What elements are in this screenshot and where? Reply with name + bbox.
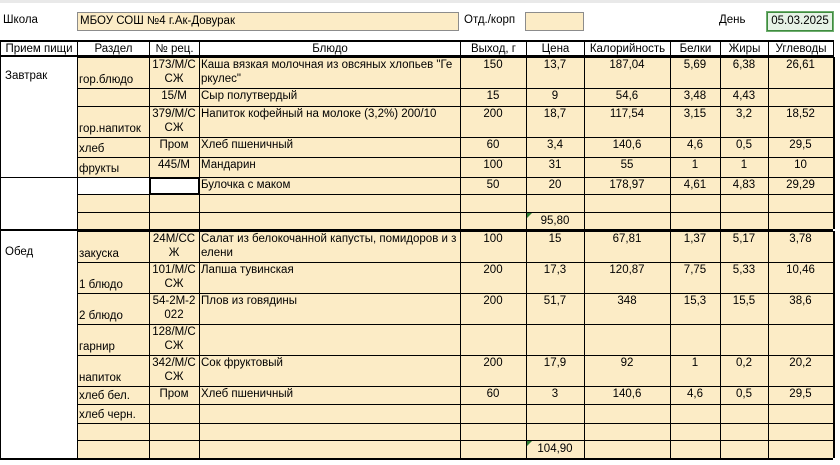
- day-label: День: [719, 14, 746, 26]
- grid-vline: [526, 231, 527, 458]
- protein-cell[interactable]: 15,3: [683, 295, 707, 307]
- kcal-cell[interactable]: 117,54: [609, 108, 645, 120]
- yield-cell[interactable]: [460, 324, 526, 355]
- cell-bg: [584, 423, 670, 440]
- section-cell[interactable]: хлеб черн.: [79, 409, 136, 421]
- carbs-cell[interactable]: [768, 404, 833, 423]
- kcal-cell[interactable]: 92: [620, 357, 634, 369]
- protein-cell[interactable]: 7,75: [683, 264, 707, 276]
- dish-cell[interactable]: [199, 404, 460, 423]
- price-cell[interactable]: [526, 324, 584, 355]
- column-header[interactable]: Белки: [670, 40, 721, 57]
- cell-bg: [149, 440, 199, 458]
- recipe-cell[interactable]: 15/М: [161, 90, 187, 102]
- kcal-cell[interactable]: 140,6: [612, 139, 642, 151]
- fat-cell[interactable]: 3,2: [736, 108, 752, 120]
- price-cell[interactable]: 17,9: [543, 357, 567, 369]
- grid-vline: [77, 231, 78, 458]
- grid-vline: [460, 57, 461, 229]
- carbs-cell[interactable]: [768, 88, 833, 106]
- kcal-cell[interactable]: 187,04: [609, 59, 645, 71]
- carbs-cell[interactable]: 26,61: [786, 59, 815, 71]
- price-cell[interactable]: 3: [551, 388, 559, 400]
- yield-cell[interactable]: 15: [486, 90, 500, 102]
- dish-cell[interactable]: Лапша тувинская: [201, 264, 294, 276]
- carbs-cell[interactable]: 3,78: [789, 233, 812, 245]
- cell-bg: [77, 423, 149, 440]
- cell-bg: [670, 194, 720, 212]
- price-cell[interactable]: 15: [548, 233, 562, 245]
- yield-cell[interactable]: [460, 404, 526, 423]
- fat-cell[interactable]: 0,5: [736, 139, 752, 151]
- column-header[interactable]: Калорийность: [584, 40, 671, 57]
- carbs-cell[interactable]: 29,29: [786, 179, 815, 191]
- cell-bg: [768, 194, 833, 212]
- carbs-cell[interactable]: 10: [794, 159, 807, 171]
- kcal-cell[interactable]: 140,6: [612, 388, 642, 400]
- dish-cell[interactable]: Сок фруктовый: [201, 357, 283, 369]
- cell-bg: [768, 212, 833, 229]
- section-cell[interactable]: фрукты: [79, 163, 120, 175]
- cell-bg: [460, 194, 526, 212]
- grid-vline: [149, 57, 150, 229]
- fat-cell[interactable]: [720, 404, 768, 423]
- grid-vline: [670, 57, 671, 229]
- cell-bg: [670, 212, 720, 229]
- yield-cell[interactable]: 50: [486, 179, 500, 191]
- protein-cell[interactable]: [670, 404, 720, 423]
- grid-vline: [833, 57, 835, 229]
- yield-cell[interactable]: 100: [483, 233, 503, 245]
- day-field[interactable]: 05.03.2025: [767, 12, 833, 31]
- yield-cell[interactable]: 200: [483, 295, 503, 307]
- price-cell[interactable]: 17,3: [543, 264, 567, 276]
- kcal-cell[interactable]: 120,87: [609, 264, 645, 276]
- protein-cell[interactable]: 3,15: [683, 108, 707, 120]
- dish-cell[interactable]: Плов из говядины: [201, 295, 297, 307]
- grid-hline: [0, 458, 833, 460]
- grid-vline: [199, 57, 200, 229]
- recipe-cell[interactable]: 101/М/ССЖ: [152, 264, 196, 290]
- column-header[interactable]: Раздел: [77, 40, 150, 57]
- column-header[interactable]: Выход, г: [460, 40, 527, 57]
- recipe-blank: [150, 178, 199, 194]
- grid-vline: [460, 231, 461, 458]
- column-header[interactable]: Блюдо: [199, 40, 461, 57]
- grid-vline: [833, 231, 835, 458]
- yield-cell[interactable]: 200: [483, 357, 503, 369]
- fat-cell[interactable]: 4,83: [732, 179, 756, 191]
- section-cell[interactable]: 2 блюдо: [79, 310, 123, 322]
- cell-bg: [460, 423, 526, 440]
- kcal-cell[interactable]: 348: [617, 295, 637, 307]
- cell-bg: [77, 194, 149, 212]
- dish-cell[interactable]: Хлеб пшеничный: [201, 139, 294, 151]
- cell-bg: [77, 212, 149, 229]
- cell-bg: [149, 212, 199, 229]
- kcal-cell[interactable]: [584, 324, 670, 355]
- carbs-cell[interactable]: [768, 324, 833, 355]
- fat-cell[interactable]: [720, 324, 768, 355]
- column-header[interactable]: Углеводы: [768, 40, 834, 57]
- cell-bg: [768, 423, 833, 440]
- recipe-cell[interactable]: 128/М/ССЖ: [152, 326, 196, 352]
- grid-vline: [720, 57, 721, 229]
- yield-cell[interactable]: 200: [483, 264, 503, 276]
- grid-vline: [149, 231, 150, 458]
- price-cell[interactable]: 20: [548, 179, 562, 191]
- section-cell[interactable]: гор.напиток: [79, 123, 141, 135]
- grid-hline: [0, 229, 833, 231]
- grid-hline: [0, 177, 833, 178]
- protein-cell[interactable]: 5,69: [683, 59, 707, 71]
- recipe-cell[interactable]: 54-2М-2022: [152, 295, 196, 321]
- dish-cell[interactable]: [199, 324, 460, 355]
- yield-cell[interactable]: 60: [486, 388, 500, 400]
- cell-bg: [720, 423, 768, 440]
- dish-cell[interactable]: Булочка с маком: [201, 179, 291, 191]
- price-cell[interactable]: 9: [551, 90, 559, 102]
- kcal-cell[interactable]: 55: [620, 159, 634, 171]
- meal-label: Завтрак: [5, 70, 48, 82]
- carbs-cell[interactable]: 29,5: [789, 139, 812, 151]
- carbs-cell[interactable]: 20,2: [789, 357, 812, 369]
- protein-cell[interactable]: [670, 324, 720, 355]
- grid-vline: [526, 57, 527, 229]
- price-cell[interactable]: 51,7: [543, 295, 567, 307]
- section-cell[interactable]: гарнир: [79, 341, 115, 353]
- yield-cell[interactable]: 150: [483, 59, 503, 71]
- grid-vline: [768, 231, 769, 458]
- top-strip: [0, 0, 840, 3]
- fat-cell[interactable]: 15,5: [732, 295, 756, 307]
- total-price: 104,90: [537, 443, 573, 455]
- recipe-cell[interactable]: Пром: [159, 139, 189, 151]
- grid-vline: [584, 57, 585, 229]
- dept-field[interactable]: [525, 12, 584, 31]
- error-indicator-icon: [527, 213, 532, 218]
- fat-cell[interactable]: 5,33: [732, 264, 756, 276]
- protein-cell[interactable]: 4,61: [683, 179, 707, 191]
- carbs-cell[interactable]: 29,5: [789, 388, 812, 400]
- column-header[interactable]: Цена: [526, 40, 585, 57]
- price-cell[interactable]: 13,7: [543, 59, 567, 71]
- carbs-cell[interactable]: 38,6: [789, 295, 812, 307]
- recipe-cell[interactable]: [149, 404, 199, 423]
- column-header[interactable]: Прием пищи: [0, 40, 78, 57]
- kcal-cell[interactable]: [584, 404, 670, 423]
- grid-vline: [720, 231, 721, 458]
- section-cell[interactable]: [77, 88, 149, 106]
- dish-cell[interactable]: Салат из белокочанной капусты, помидоров и зелени: [201, 233, 457, 259]
- cell-bg: [526, 423, 584, 440]
- grid-vline: [77, 57, 78, 229]
- protein-cell[interactable]: 4,6: [687, 388, 703, 400]
- cell-bg: [77, 440, 149, 458]
- cell-bg: [584, 194, 670, 212]
- recipe-cell[interactable]: 173/М/ССЖ: [152, 59, 196, 85]
- section-cell[interactable]: хлеб: [79, 143, 105, 155]
- cell-bg: [584, 440, 670, 458]
- protein-cell[interactable]: 1: [691, 357, 699, 369]
- total-price: 95,80: [540, 215, 570, 227]
- kcal-cell[interactable]: 178,97: [609, 179, 645, 191]
- cell-bg: [460, 440, 526, 458]
- grid-vline: [0, 57, 1, 229]
- dish-cell[interactable]: Мандарин: [201, 159, 256, 171]
- cell-bg: [584, 212, 670, 229]
- price-cell[interactable]: 3,4: [547, 139, 563, 151]
- section-cell[interactable]: 1 блюдо: [79, 279, 123, 291]
- carbs-cell[interactable]: 10,46: [786, 264, 815, 276]
- cell-bg: [460, 212, 526, 229]
- recipe-cell[interactable]: 379/М/ССЖ: [152, 108, 196, 134]
- grid-vline: [199, 231, 200, 458]
- dept-label: Отд./корп: [464, 14, 516, 26]
- dish-cell[interactable]: Каша вязкая молочная из овсяных хлопьев "Геркулес": [201, 59, 453, 85]
- yield-cell[interactable]: 60: [486, 139, 500, 151]
- cell-bg: [149, 194, 199, 212]
- recipe-cell[interactable]: Пром: [159, 388, 189, 400]
- fat-cell[interactable]: 0,2: [736, 357, 752, 369]
- fat-cell[interactable]: 6,38: [732, 59, 756, 71]
- fat-cell[interactable]: 1: [740, 159, 748, 171]
- cell-bg: [720, 212, 768, 229]
- dish-cell[interactable]: Хлеб пшеничный: [201, 388, 294, 400]
- grid-vline: [584, 231, 585, 458]
- cell-bg: [199, 440, 460, 458]
- cell-bg: [149, 423, 199, 440]
- protein-cell[interactable]: 1: [691, 159, 699, 171]
- error-indicator-icon: [527, 441, 532, 446]
- price-cell[interactable]: [526, 404, 584, 423]
- cell-bg: [670, 440, 720, 458]
- section-blank: [78, 178, 149, 194]
- column-header[interactable]: № рец.: [149, 40, 200, 57]
- cell-bg: [720, 194, 768, 212]
- recipe-cell[interactable]: 445/М: [158, 159, 190, 171]
- price-cell[interactable]: 31: [548, 159, 562, 171]
- recipe-cell[interactable]: 342/М/ССЖ: [152, 357, 196, 383]
- cell-bg: [199, 212, 460, 229]
- cell-bg: [720, 440, 768, 458]
- column-header[interactable]: Жиры: [720, 40, 769, 57]
- protein-cell[interactable]: 4,6: [687, 139, 703, 151]
- dish-cell[interactable]: Сыр полутвердый: [201, 90, 298, 102]
- school-label: Школа: [3, 14, 38, 26]
- fat-cell[interactable]: 5,17: [732, 233, 756, 245]
- fat-cell[interactable]: 4,43: [732, 90, 756, 102]
- protein-cell[interactable]: 3,48: [683, 90, 707, 102]
- cell-bg: [199, 423, 460, 440]
- kcal-cell[interactable]: 67,81: [612, 233, 642, 245]
- price-cell[interactable]: 18,7: [543, 108, 567, 120]
- protein-cell[interactable]: 1,37: [683, 233, 707, 245]
- cell-bg: [526, 194, 584, 212]
- carbs-cell[interactable]: 18,52: [786, 108, 815, 120]
- cell-bg: [768, 440, 833, 458]
- dish-cell[interactable]: Напиток кофейный на молоке (3,2%) 200/10: [201, 108, 437, 120]
- grid-vline: [768, 57, 769, 229]
- yield-cell[interactable]: 200: [483, 108, 503, 120]
- section-cell[interactable]: хлеб бел.: [79, 390, 130, 402]
- yield-cell[interactable]: 100: [483, 159, 503, 171]
- cell-bg: [199, 194, 460, 212]
- section-cell[interactable]: закуска: [79, 248, 119, 260]
- section-cell[interactable]: напиток: [79, 372, 121, 384]
- kcal-cell[interactable]: 54,6: [615, 90, 639, 102]
- school-field[interactable]: МБОУ СОШ №4 г.Ак-Довурак: [77, 12, 459, 31]
- section-cell[interactable]: гор.блюдо: [79, 74, 134, 86]
- meal-label: Обед: [5, 246, 34, 258]
- grid-vline: [670, 231, 671, 458]
- recipe-cell[interactable]: 24М/ССЖ: [152, 233, 196, 259]
- cell-bg: [670, 423, 720, 440]
- grid-vline: [0, 231, 1, 458]
- fat-cell[interactable]: 0,5: [736, 388, 752, 400]
